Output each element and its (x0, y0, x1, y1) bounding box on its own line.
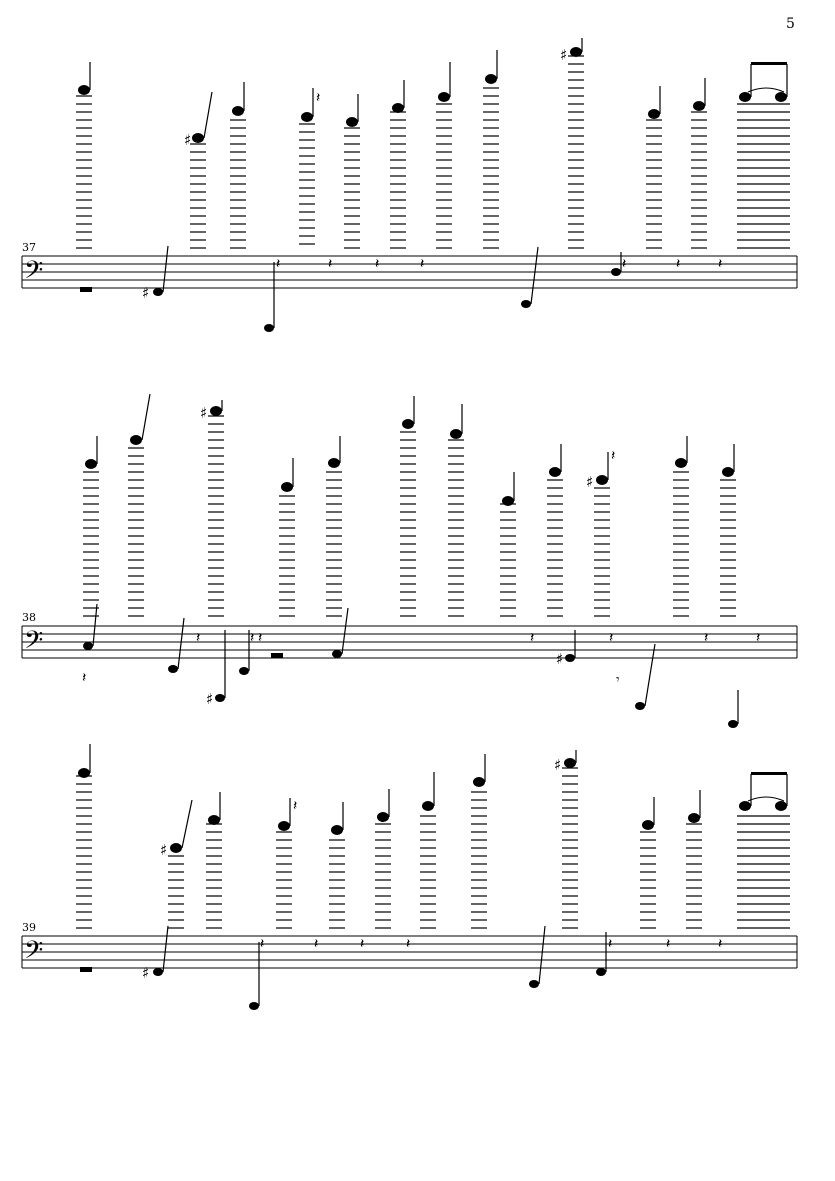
note-head (648, 109, 660, 119)
quarter-rest-icon: 𝄽 (756, 630, 761, 646)
note-head (549, 467, 561, 477)
ledger-stack (448, 404, 464, 616)
beam (751, 772, 787, 775)
note-head (693, 101, 705, 111)
ledger-stack (276, 798, 297, 928)
bass-clef-icon: 𝄢 (24, 626, 44, 661)
note-head (485, 74, 497, 84)
note-head (130, 435, 142, 445)
ledger-stack (375, 789, 391, 928)
ledger-stack (344, 94, 360, 248)
quarter-rest-icon: 𝄽 (82, 670, 87, 686)
note-head (278, 821, 290, 831)
note-head (328, 458, 340, 468)
measure-number: 38 (22, 611, 36, 624)
measure-number: 39 (22, 921, 36, 934)
quarter-rest-icon: 𝄽 (360, 936, 365, 952)
ledger-stack (326, 436, 342, 616)
quarter-rest-icon: 𝄽 (293, 798, 298, 814)
ledger-stack (737, 772, 790, 928)
note-head (331, 825, 343, 835)
note-head (346, 117, 358, 127)
quarter-rest-icon: 𝄽 (316, 90, 321, 106)
sharp-icon: ♯ (554, 756, 562, 774)
quarter-rest-icon: 𝄽 (609, 630, 614, 646)
quarter-rest-icon: 𝄽 (530, 630, 535, 646)
note-head (281, 482, 293, 492)
tie (748, 88, 784, 92)
half-rest (271, 653, 283, 658)
note-head (153, 968, 163, 976)
quarter-rest-icon: 𝄽 (608, 936, 613, 952)
note-head (153, 288, 163, 296)
note-head (635, 702, 645, 710)
note-head (473, 777, 485, 787)
ledger-stack (673, 436, 689, 616)
note-head (739, 92, 751, 102)
ledger-stack (646, 86, 662, 248)
system (22, 38, 797, 332)
note-head (564, 758, 576, 768)
note-head (402, 419, 414, 429)
note-head (332, 650, 342, 658)
ledger-stack (76, 744, 92, 928)
note-head (249, 1002, 259, 1010)
quarter-rest-icon: 𝄽 (611, 448, 616, 464)
ledger-stack (436, 62, 452, 248)
half-rest (80, 287, 92, 292)
ledger-stack (299, 88, 320, 244)
staff (22, 626, 797, 658)
bass-clef-icon: 𝄢 (24, 936, 44, 971)
sharp-icon: ♯ (142, 964, 150, 982)
quarter-rest-icon: 𝄽 (718, 256, 723, 272)
note-head (422, 801, 434, 811)
note-head (264, 324, 274, 332)
eighth-rest-icon: 𝄾 (616, 672, 620, 688)
sharp-icon: ♯ (142, 284, 150, 302)
ledger-stack (128, 394, 150, 616)
quarter-rest-icon: 𝄽 (375, 256, 380, 272)
quarter-rest-icon: 𝄽 (260, 936, 265, 952)
note-head (83, 642, 93, 650)
ledger-stack (560, 38, 584, 248)
ledger-stack (279, 458, 295, 616)
ledger-stack (76, 62, 92, 248)
quarter-rest-icon: 𝄽 (666, 936, 671, 952)
system (22, 394, 797, 728)
note-head (239, 667, 249, 675)
ledger-stack (206, 792, 222, 928)
ledger-stack (483, 50, 499, 248)
measure-number: 37 (22, 241, 36, 254)
ledger-stack (83, 436, 99, 616)
ledger-stack (160, 800, 192, 928)
note-head (596, 968, 606, 976)
note-head (301, 112, 313, 122)
tie (748, 797, 784, 801)
note-head (232, 106, 244, 116)
beam (751, 62, 787, 65)
note-head (78, 85, 90, 95)
ledger-stack (691, 78, 707, 248)
sharp-icon: ♯ (184, 131, 192, 149)
note-head (565, 654, 575, 662)
bass-clef-icon: 𝄢 (24, 256, 44, 291)
note-head (192, 133, 204, 143)
ledger-stack (500, 472, 516, 616)
half-rest (80, 967, 92, 972)
quarter-rest-icon: 𝄽 (622, 256, 627, 272)
note-head (170, 843, 182, 853)
sharp-icon: ♯ (206, 690, 214, 708)
ledger-stack (230, 82, 246, 248)
ledger-stack (329, 802, 345, 928)
sharp-icon: ♯ (560, 46, 568, 64)
quarter-rest-icon: 𝄽 (276, 256, 281, 272)
quarter-rest-icon: 𝄽 (676, 256, 681, 272)
quarter-rest-icon: 𝄽 (258, 630, 263, 646)
note-head (168, 665, 178, 673)
note-head (675, 458, 687, 468)
note-head (775, 801, 787, 811)
ledger-stack (586, 448, 615, 616)
ledger-stack (471, 754, 487, 928)
quarter-rest-icon: 𝄽 (420, 256, 425, 272)
ledger-stack (390, 80, 406, 248)
sharp-icon: ♯ (586, 473, 594, 491)
sharp-icon: ♯ (160, 841, 168, 859)
note-head (739, 801, 751, 811)
ledger-stack (420, 772, 436, 928)
note-head (521, 300, 531, 308)
staff (22, 256, 797, 288)
quarter-rest-icon: 𝄽 (704, 630, 709, 646)
sharp-icon: ♯ (556, 650, 564, 668)
ledger-stack (547, 444, 563, 616)
system (22, 744, 797, 1010)
note-head (215, 694, 225, 702)
ledger-stack (184, 92, 212, 248)
note-head (596, 475, 608, 485)
note-head (85, 459, 97, 469)
quarter-rest-icon: 𝄽 (314, 936, 319, 952)
quarter-rest-icon: 𝄽 (328, 256, 333, 272)
quarter-rest-icon: 𝄽 (196, 630, 201, 646)
note-head (775, 92, 787, 102)
ledger-stack (720, 444, 736, 616)
note-head (210, 406, 222, 416)
note-head (688, 813, 700, 823)
quarter-rest-icon: 𝄽 (406, 936, 411, 952)
note-head (642, 820, 654, 830)
ledger-stack (200, 400, 224, 616)
note-head (611, 268, 621, 276)
quarter-rest-icon: 𝄽 (250, 630, 255, 646)
note-head (377, 812, 389, 822)
ledger-stack (640, 797, 656, 928)
note-head (438, 92, 450, 102)
note-head (450, 429, 462, 439)
ledger-stack (686, 790, 702, 928)
ledger-stack (737, 62, 790, 248)
note-head (728, 720, 738, 728)
quarter-rest-icon: 𝄽 (718, 936, 723, 952)
note-head (722, 467, 734, 477)
note-head (529, 980, 539, 988)
ledger-stack (554, 750, 578, 928)
ledger-stack (400, 396, 416, 616)
sharp-icon: ♯ (200, 404, 208, 422)
page-number: 5 (786, 16, 795, 32)
